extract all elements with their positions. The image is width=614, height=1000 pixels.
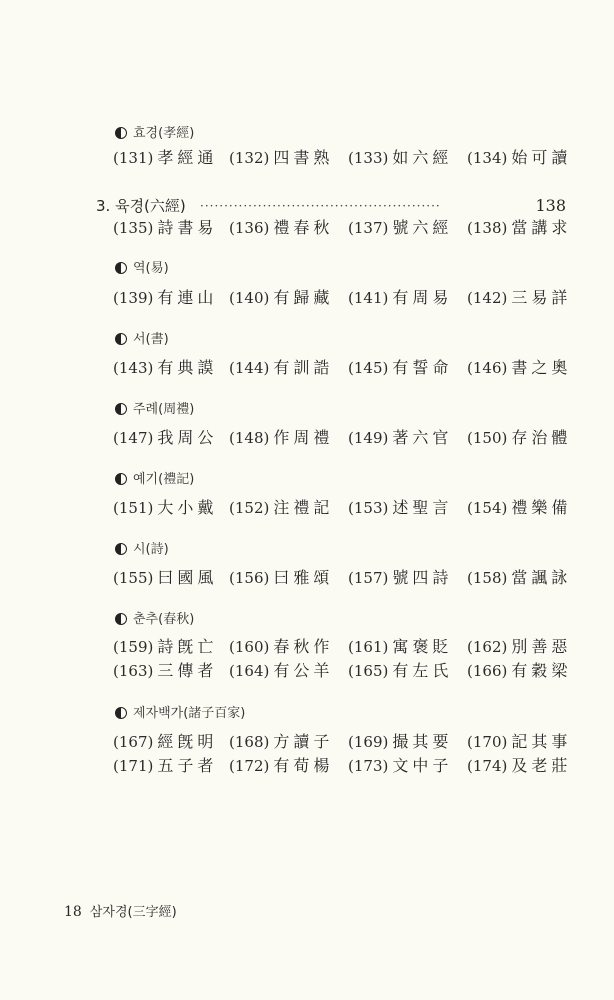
section-heading-label: 주례(周禮) bbox=[133, 402, 195, 417]
verse-number: (168) bbox=[229, 733, 270, 751]
verse-entry bbox=[467, 217, 571, 239]
verse-text: 三易詳 bbox=[511, 288, 572, 307]
verse-number: (153) bbox=[348, 499, 389, 517]
verse-text: 存治體 bbox=[511, 428, 572, 447]
verse-number: (139) bbox=[113, 289, 154, 307]
verse-number: (152) bbox=[229, 499, 270, 517]
verse-entry bbox=[113, 427, 217, 449]
verse-text: 書之奧 bbox=[511, 358, 572, 377]
verse-entry bbox=[467, 636, 571, 658]
verse-text: 號六經 bbox=[392, 218, 453, 237]
verse-entry bbox=[348, 731, 452, 753]
verse-number: (143) bbox=[113, 359, 154, 377]
verse-number: (137) bbox=[348, 219, 389, 237]
verse-row bbox=[0, 287, 614, 309]
verse-number: (156) bbox=[229, 569, 270, 587]
verse-text: 曰雅頌 bbox=[273, 568, 334, 587]
section-heading bbox=[115, 704, 245, 724]
verse-text: 三傳者 bbox=[157, 661, 218, 680]
verse-number: (146) bbox=[467, 359, 508, 377]
chapter-page-number: 138 bbox=[535, 196, 566, 215]
verse-number: (169) bbox=[348, 733, 389, 751]
verse-text: 有荀楊 bbox=[273, 756, 334, 775]
verse-number: (150) bbox=[467, 429, 508, 447]
verse-number: (154) bbox=[467, 499, 508, 517]
verse-entry bbox=[113, 287, 217, 309]
section-heading-label: 효경(孝經) bbox=[133, 126, 195, 141]
verse-entry bbox=[113, 217, 217, 239]
verse-entry bbox=[113, 357, 217, 379]
verse-text: 有穀梁 bbox=[511, 661, 572, 680]
verse-number: (149) bbox=[348, 429, 389, 447]
verse-text: 有訓誥 bbox=[273, 358, 334, 377]
half-circle-bullet-icon bbox=[115, 403, 127, 415]
verse-text: 禮春秋 bbox=[273, 218, 334, 237]
verse-number: (134) bbox=[467, 149, 508, 167]
verse-entry bbox=[348, 427, 452, 449]
verse-entry bbox=[348, 497, 452, 519]
verse-number: (170) bbox=[467, 733, 508, 751]
section-heading bbox=[115, 540, 169, 560]
verse-text: 號四詩 bbox=[392, 568, 453, 587]
verse-row bbox=[0, 217, 614, 239]
verse-entry bbox=[229, 731, 333, 753]
verse-entry bbox=[467, 567, 571, 589]
verse-number: (148) bbox=[229, 429, 270, 447]
half-circle-bullet-icon bbox=[115, 473, 127, 485]
section-heading-label: 제자백가(諸子百家) bbox=[133, 706, 246, 721]
section-heading bbox=[115, 610, 194, 630]
verse-text: 當講求 bbox=[511, 218, 572, 237]
verse-text: 曰國風 bbox=[157, 568, 218, 587]
verse-row bbox=[0, 147, 614, 169]
verse-number: (167) bbox=[113, 733, 154, 751]
section-heading-label: 서(書) bbox=[133, 332, 169, 347]
verse-entry bbox=[229, 660, 333, 682]
page-footer bbox=[64, 901, 177, 923]
verse-entry bbox=[467, 287, 571, 309]
footer-page-number: 18 bbox=[64, 904, 82, 920]
verse-text: 寓褒貶 bbox=[392, 637, 453, 656]
verse-entry bbox=[348, 660, 452, 682]
verse-number: (166) bbox=[467, 662, 508, 680]
verse-text: 有公羊 bbox=[273, 661, 334, 680]
verse-row bbox=[0, 755, 614, 777]
verse-number: (160) bbox=[229, 638, 270, 656]
verse-number: (141) bbox=[348, 289, 389, 307]
footer-book-title: 삼자경(三字經) bbox=[89, 905, 177, 920]
verse-entry bbox=[113, 147, 217, 169]
section-heading bbox=[115, 470, 194, 490]
verse-number: (138) bbox=[467, 219, 508, 237]
verse-number: (140) bbox=[229, 289, 270, 307]
verse-entry bbox=[348, 755, 452, 777]
verse-entry bbox=[348, 357, 452, 379]
verse-entry bbox=[229, 217, 333, 239]
verse-entry bbox=[113, 636, 217, 658]
leader-dots: ·················································· bbox=[200, 199, 441, 213]
verse-number: (131) bbox=[113, 149, 154, 167]
verse-entry bbox=[229, 497, 333, 519]
verse-entry bbox=[113, 660, 217, 682]
verse-entry bbox=[348, 636, 452, 658]
verse-entry bbox=[229, 755, 333, 777]
verse-entry bbox=[113, 731, 217, 753]
chapter-title: 3. 육경(六經) bbox=[96, 197, 186, 215]
verse-text: 孝經通 bbox=[157, 148, 218, 167]
verse-row bbox=[0, 427, 614, 449]
verse-text: 四書熟 bbox=[273, 148, 334, 167]
verse-text: 著六官 bbox=[392, 428, 453, 447]
verse-number: (161) bbox=[348, 638, 389, 656]
verse-entry bbox=[348, 287, 452, 309]
verse-entry bbox=[348, 567, 452, 589]
verse-text: 作周禮 bbox=[273, 428, 334, 447]
verse-text: 大小戴 bbox=[157, 498, 218, 517]
half-circle-bullet-icon bbox=[115, 707, 127, 719]
verse-entry bbox=[229, 357, 333, 379]
section-heading-label: 춘추(春秋) bbox=[133, 612, 195, 627]
verse-text: 詩旣亡 bbox=[157, 637, 218, 656]
verse-text: 詩書易 bbox=[157, 218, 218, 237]
verse-text: 撮其要 bbox=[392, 732, 453, 751]
verse-text: 有左氏 bbox=[392, 661, 453, 680]
half-circle-bullet-icon bbox=[115, 613, 127, 625]
verse-text: 禮樂備 bbox=[511, 498, 572, 517]
verse-number: (147) bbox=[113, 429, 154, 447]
verse-number: (145) bbox=[348, 359, 389, 377]
verse-number: (165) bbox=[348, 662, 389, 680]
verse-text: 有誓命 bbox=[392, 358, 453, 377]
section-heading-label: 예기(禮記) bbox=[133, 472, 195, 487]
verse-text: 文中子 bbox=[392, 756, 453, 775]
verse-row bbox=[0, 567, 614, 589]
verse-number: (151) bbox=[113, 499, 154, 517]
half-circle-bullet-icon bbox=[115, 333, 127, 345]
verse-number: (133) bbox=[348, 149, 389, 167]
verse-entry bbox=[467, 660, 571, 682]
verse-text: 別善惡 bbox=[511, 637, 572, 656]
verse-number: (132) bbox=[229, 149, 270, 167]
verse-number: (135) bbox=[113, 219, 154, 237]
verse-row bbox=[0, 357, 614, 379]
verse-entry bbox=[229, 636, 333, 658]
verse-number: (164) bbox=[229, 662, 270, 680]
verse-text: 春秋作 bbox=[273, 637, 334, 656]
verse-row bbox=[0, 731, 614, 753]
verse-row bbox=[0, 660, 614, 682]
verse-text: 當諷詠 bbox=[511, 568, 572, 587]
verse-text: 記其事 bbox=[511, 732, 572, 751]
verse-text: 我周公 bbox=[157, 428, 218, 447]
section-heading-label: 시(詩) bbox=[133, 542, 169, 557]
half-circle-bullet-icon bbox=[115, 262, 127, 274]
verse-number: (158) bbox=[467, 569, 508, 587]
verse-entry bbox=[467, 497, 571, 519]
verse-row bbox=[0, 497, 614, 519]
half-circle-bullet-icon bbox=[115, 127, 127, 139]
verse-entry bbox=[229, 567, 333, 589]
verse-text: 有連山 bbox=[157, 288, 218, 307]
verse-text: 經旣明 bbox=[157, 732, 218, 751]
verse-number: (155) bbox=[113, 569, 154, 587]
chapter-heading bbox=[96, 195, 566, 217]
verse-text: 五子者 bbox=[157, 756, 218, 775]
verse-text: 及老莊 bbox=[511, 756, 572, 775]
verse-entry bbox=[467, 427, 571, 449]
verse-entry bbox=[467, 731, 571, 753]
verse-entry bbox=[229, 427, 333, 449]
verse-number: (174) bbox=[467, 757, 508, 775]
verse-entry bbox=[467, 755, 571, 777]
verse-number: (142) bbox=[467, 289, 508, 307]
verse-entry bbox=[467, 357, 571, 379]
verse-entry bbox=[113, 497, 217, 519]
verse-number: (173) bbox=[348, 757, 389, 775]
verse-number: (157) bbox=[348, 569, 389, 587]
verse-text: 述聖言 bbox=[392, 498, 453, 517]
section-heading bbox=[115, 400, 194, 420]
verse-number: (163) bbox=[113, 662, 154, 680]
verse-text: 有典謨 bbox=[157, 358, 218, 377]
verse-text: 有歸藏 bbox=[273, 288, 334, 307]
verse-entry bbox=[467, 147, 571, 169]
verse-text: 始可讀 bbox=[511, 148, 572, 167]
section-heading bbox=[115, 330, 169, 350]
section-heading-label: 역(易) bbox=[133, 261, 169, 276]
verse-number: (159) bbox=[113, 638, 154, 656]
verse-number: (172) bbox=[229, 757, 270, 775]
verse-number: (144) bbox=[229, 359, 270, 377]
verse-entry bbox=[348, 147, 452, 169]
section-heading bbox=[115, 124, 194, 144]
verse-entry bbox=[229, 147, 333, 169]
verse-text: 有周易 bbox=[392, 288, 453, 307]
verse-entry bbox=[113, 567, 217, 589]
verse-entry bbox=[229, 287, 333, 309]
verse-text: 注禮記 bbox=[273, 498, 334, 517]
half-circle-bullet-icon bbox=[115, 543, 127, 555]
verse-entry bbox=[348, 217, 452, 239]
verse-number: (136) bbox=[229, 219, 270, 237]
verse-number: (171) bbox=[113, 757, 154, 775]
section-heading bbox=[115, 259, 169, 279]
verse-text: 如六經 bbox=[392, 148, 453, 167]
verse-entry bbox=[113, 755, 217, 777]
verse-row bbox=[0, 636, 614, 658]
verse-text: 方讀子 bbox=[273, 732, 334, 751]
verse-number: (162) bbox=[467, 638, 508, 656]
